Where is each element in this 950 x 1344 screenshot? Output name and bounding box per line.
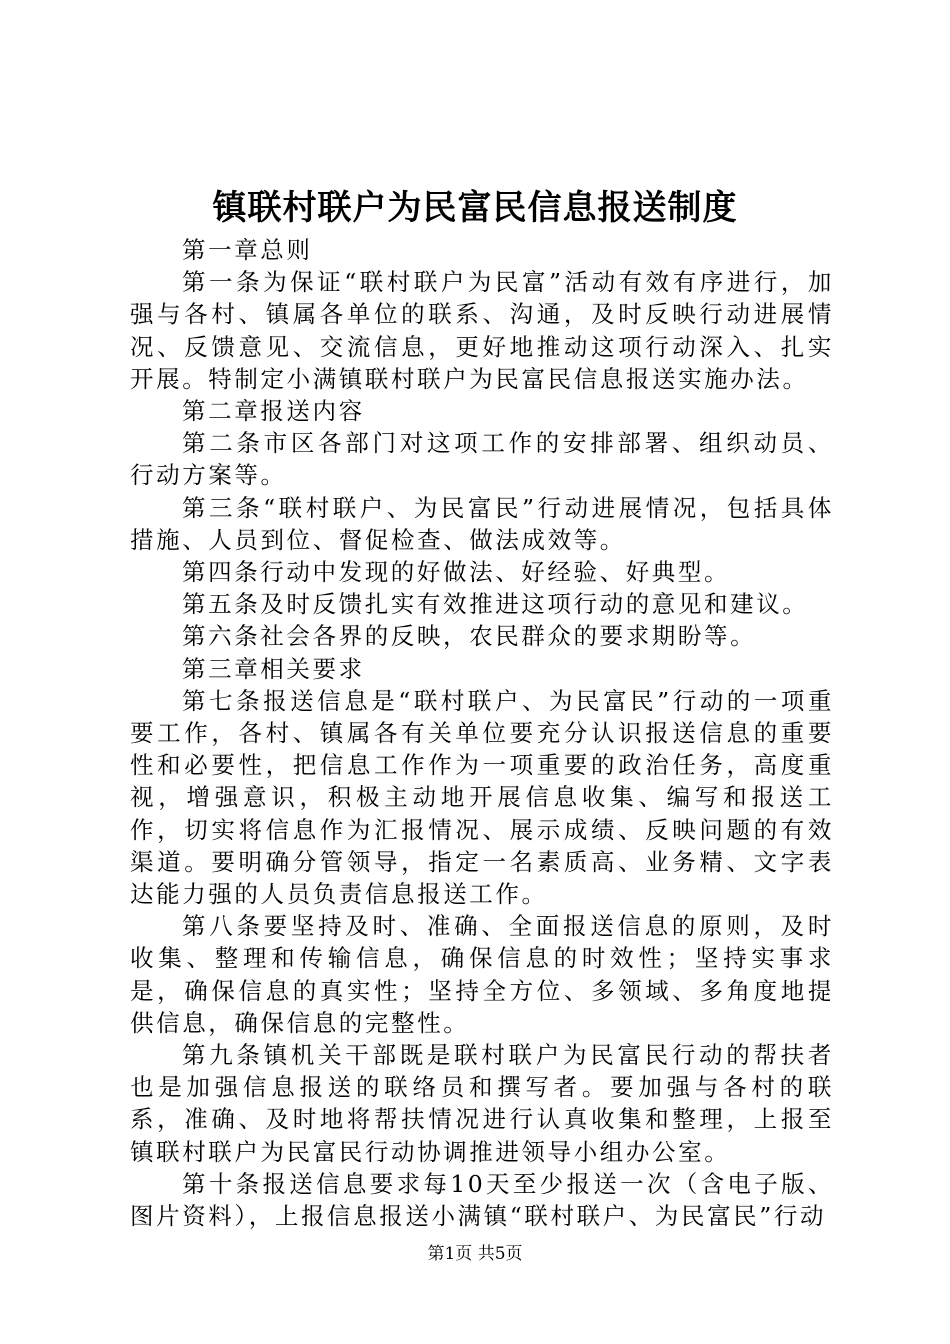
document-body xyxy=(130,234,834,1232)
article-paragraph: 第九条镇机关干部既是联村联户为民富民行动的帮扶者也是加强信息报送的联络员和撰写者。要加强与各村的联系，准确、及时地将帮扶情况进行认真收集和整理，上报至镇联村联户为民富民行动协调推进领导小组办公室。 xyxy=(130,1041,834,1166)
article-paragraph: 第十条报送信息要求每10天至少报送一次（含电子版、图片资料），上报信息报送小满镇“联村联户、为民富民”行动 xyxy=(130,1169,834,1231)
chapter-heading: 第二章报送内容 xyxy=(182,397,365,426)
chapter-heading: 第一章总则 xyxy=(182,236,313,264)
article-paragraph: 第八条要坚持及时、准确、全面报送信息的原则，及时收集、整理和传输信息，确保信息的时效性；坚持实事求是，确保信息的真实性；坚持全方位、多领域、多角度地提供信息，确保信息的完整性。 xyxy=(130,912,834,1037)
article-paragraph: 第四条行动中发现的好做法、好经验、好典型。 xyxy=(182,558,731,587)
article-paragraph: 第五条及时反馈扎实有效推进这项行动的意见和建议。 xyxy=(182,590,809,619)
chapter-heading: 第三章相关要求 xyxy=(182,654,365,683)
article-paragraph: 第六条社会各界的反映，农民群众的要求期盼等。 xyxy=(182,622,757,651)
article-paragraph: 第三条“联村联户、为民富民”行动进展情况，包括具体措施、人员到位、督促检查、做法成效等。 xyxy=(130,493,834,554)
article-paragraph: 第七条报送信息是“联村联户、为民富民”行动的一项重要工作，各村、镇属各有关单位要充分认识报送信息的重要性和必要性，把信息工作作为一项重要的政治任务，高度重视，增强意识，积极主动地开展信息收集、编写和报送工作，切实将信息作为汇报情况、展示成绩、反映问题的有效渠道。要明确分管领导，指定一名素质高、业务精、文字表达能力强的人员负责信息报送工作。 xyxy=(130,686,834,909)
page-number-footer: 第1页 共5页 xyxy=(427,1244,523,1264)
article-paragraph: 第一条为保证“联村联户为民富”活动有效有序进行，加强与各村、镇属各单位的联系、沟通，及时反映行动进展情况、反馈意见、交流信息，更好地推动这项行动深入、扎实开展。特制定小满镇联村联户为民富民信息报送实施办法。 xyxy=(130,268,834,393)
document-title: 镇联村联户为民富民信息报送制度 xyxy=(212,188,738,228)
article-paragraph: 第二条市区各部门对这项工作的安排部署、组织动员、行动方案等。 xyxy=(130,429,834,490)
